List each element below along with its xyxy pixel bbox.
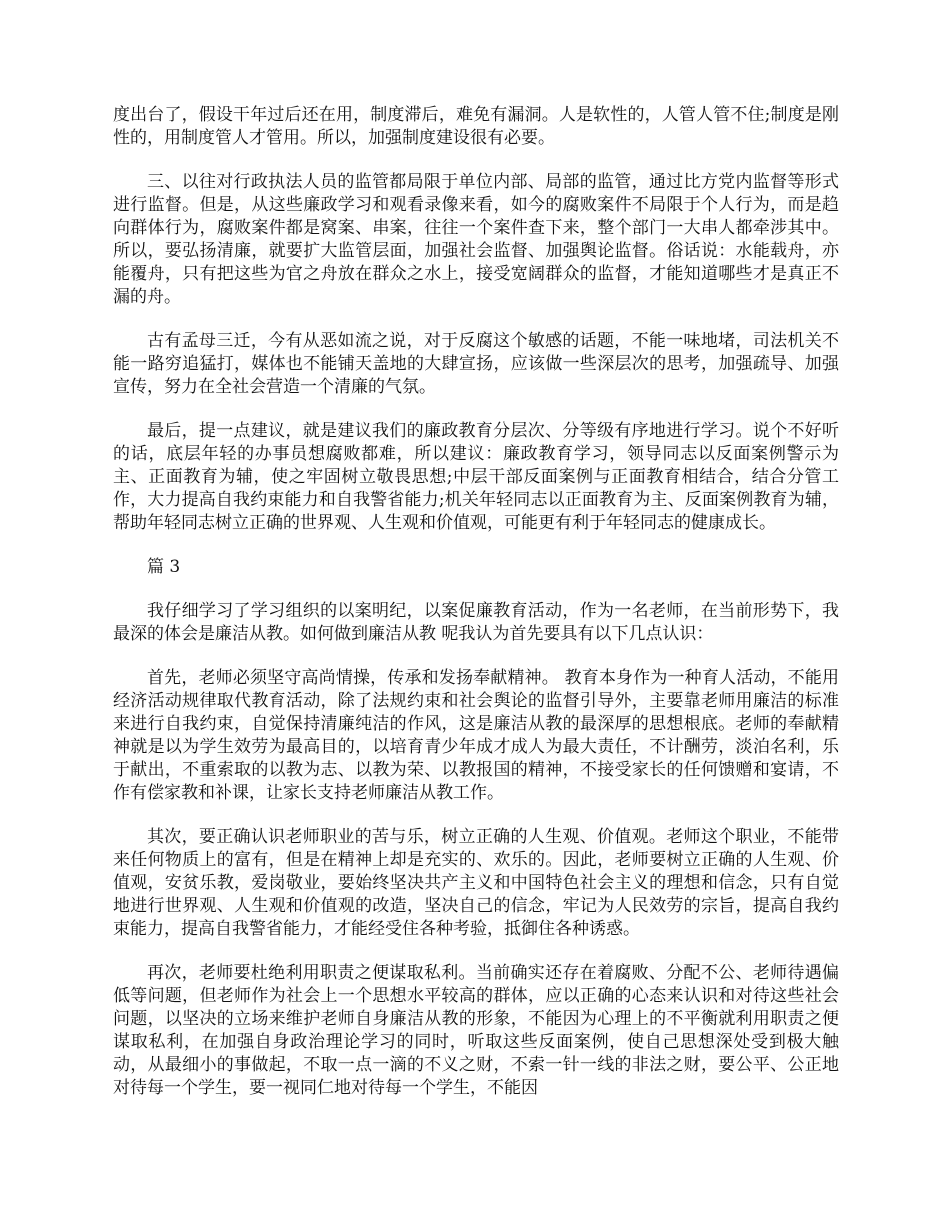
paragraph-suggestion: 最后，提一点建议，就是建议我们的廉政教育分层次、分等级有序地进行学习。说个不好听的话，底层年轻的办事员想腐败都难，所以建议：廉政教育学习，领导同志以反面案例警示为主、正面教育为辅，使之牢固树立敬畏思想;中层干部反面案例与正面教育相结合，结合分管工作，大力提高自我约束能力和自我警省能力;机关年轻同志以正面教育为主、反面案例教育为辅，帮助年轻同志树立正确的世界观、人生观和价值观，可能更有利于年轻同志的健康成长。 [113,421,839,533]
paragraph-second-point: 其次，要正确认识老师职业的苦与乐，树立正确的人生观、价值观。老师这个职业，不能带来任何物质上的富有，但是在精神上却是充实的、欢乐的。因此，老师要树立正确的人生观、价值观，安贫乐教，爱岗敬业，要始终坚决共产主义和中国特色社会主义的理想和信念，只有自觉地进行世界观、人生观和价值观的改造，坚决自己的信念，牢记为人民效劳的宗旨，提高自我约束能力，提高自我警省能力，才能经受住各种考验，抵御住各种诱惑。 [113,827,839,939]
section-heading: 篇 3 [147,557,181,577]
paragraph-mencius: 古有孟母三迁，今有从恶如流之说，对于反腐这个敏感的话题，不能一味地堵，司法机关不能一路穷追猛打，媒体也不能铺天盖地的大肆宣扬，应该做一些深层次的思考，加强疏导、加强宣传，努力在全社会营造一个清廉的气氛。 [113,331,839,397]
paragraph-intro: 我仔细学习了学习组织的以案明纪，以案促廉教育活动，作为一名老师，在当前形势下，我最深的体会是廉洁从教。如何做到廉洁从教 呢我认为首先要具有以下几点认识： [113,601,839,644]
paragraph-supervision: 三、以往对行政执法人员的监管都局限于单位内部、局部的监管，通过比方党内监督等形式进行监督。但是，从这些廉政学习和观看录像来看，如今的腐败案件不局限于个人行为，而是趋向群体行为，腐败案件都是窝案、串案，往往一个案件查下来，整个部门一大串人都牵涉其中。所以，要弘扬清廉，就要扩大监管层面，加强社会监督、加强舆论监督。俗话说：水能载舟，亦能覆舟，只有把这些为官之舟放在群众之水上，接受宽阔群众的监督，才能知道哪些才是真正不漏的舟。 [113,172,839,307]
paragraph-first-point: 首先，老师必须坚守高尚情操，传承和发扬奉献精神。 教育本身作为一种育人活动，不能用经济活动规律取代教育活动，除了法规约束和社会舆论的监督引导外，主要靠老师用廉洁的标准来进行自我约束，自觉保持清廉纯洁的作风，这是廉洁从教的最深厚的思想根底。老师的奉献精神就是以为学生效劳为最高目的，以培育青少年成才成人为最大责任，不计酬劳，淡泊名利，乐于献出，不重索取的以教为志、以教为荣、以教报国的精神，不接受家长的任何馈赠和宴请，不作有偿家教和补课，让家长支持老师廉洁从教工作。 [113,668,839,803]
paragraph-continuation: 度出台了，假设干年过后还在用，制度滞后，难免有漏洞。人是软性的，人管人管不住;制度是刚性的，用制度管人才管用。所以，加强制度建设很有必要。 [113,105,839,148]
document-page [113,104,839,1121]
paragraph-third-point: 再次，老师要杜绝利用职责之便谋取私利。当前确实还存在着腐败、分配不公、老师待遇偏低等问题，但老师作为社会上一个思想水平较高的群体，应以正确的心态来认识和对待这些社会问题，以坚决的立场来维护老师自身廉洁从教的形象，不能因为心理上的不平衡就利用职责之便谋取私利，在加强自身政治理论学习的同时，听取这些反面案例，使自己思想深处受到极大触动，从最细小的事做起，不取一点一滴的不义之财，不索一针一线的非法之财，要公平、公正地对待每一个学生，要一视同仁地对待每一个学生，不能因 [113,963,839,1098]
